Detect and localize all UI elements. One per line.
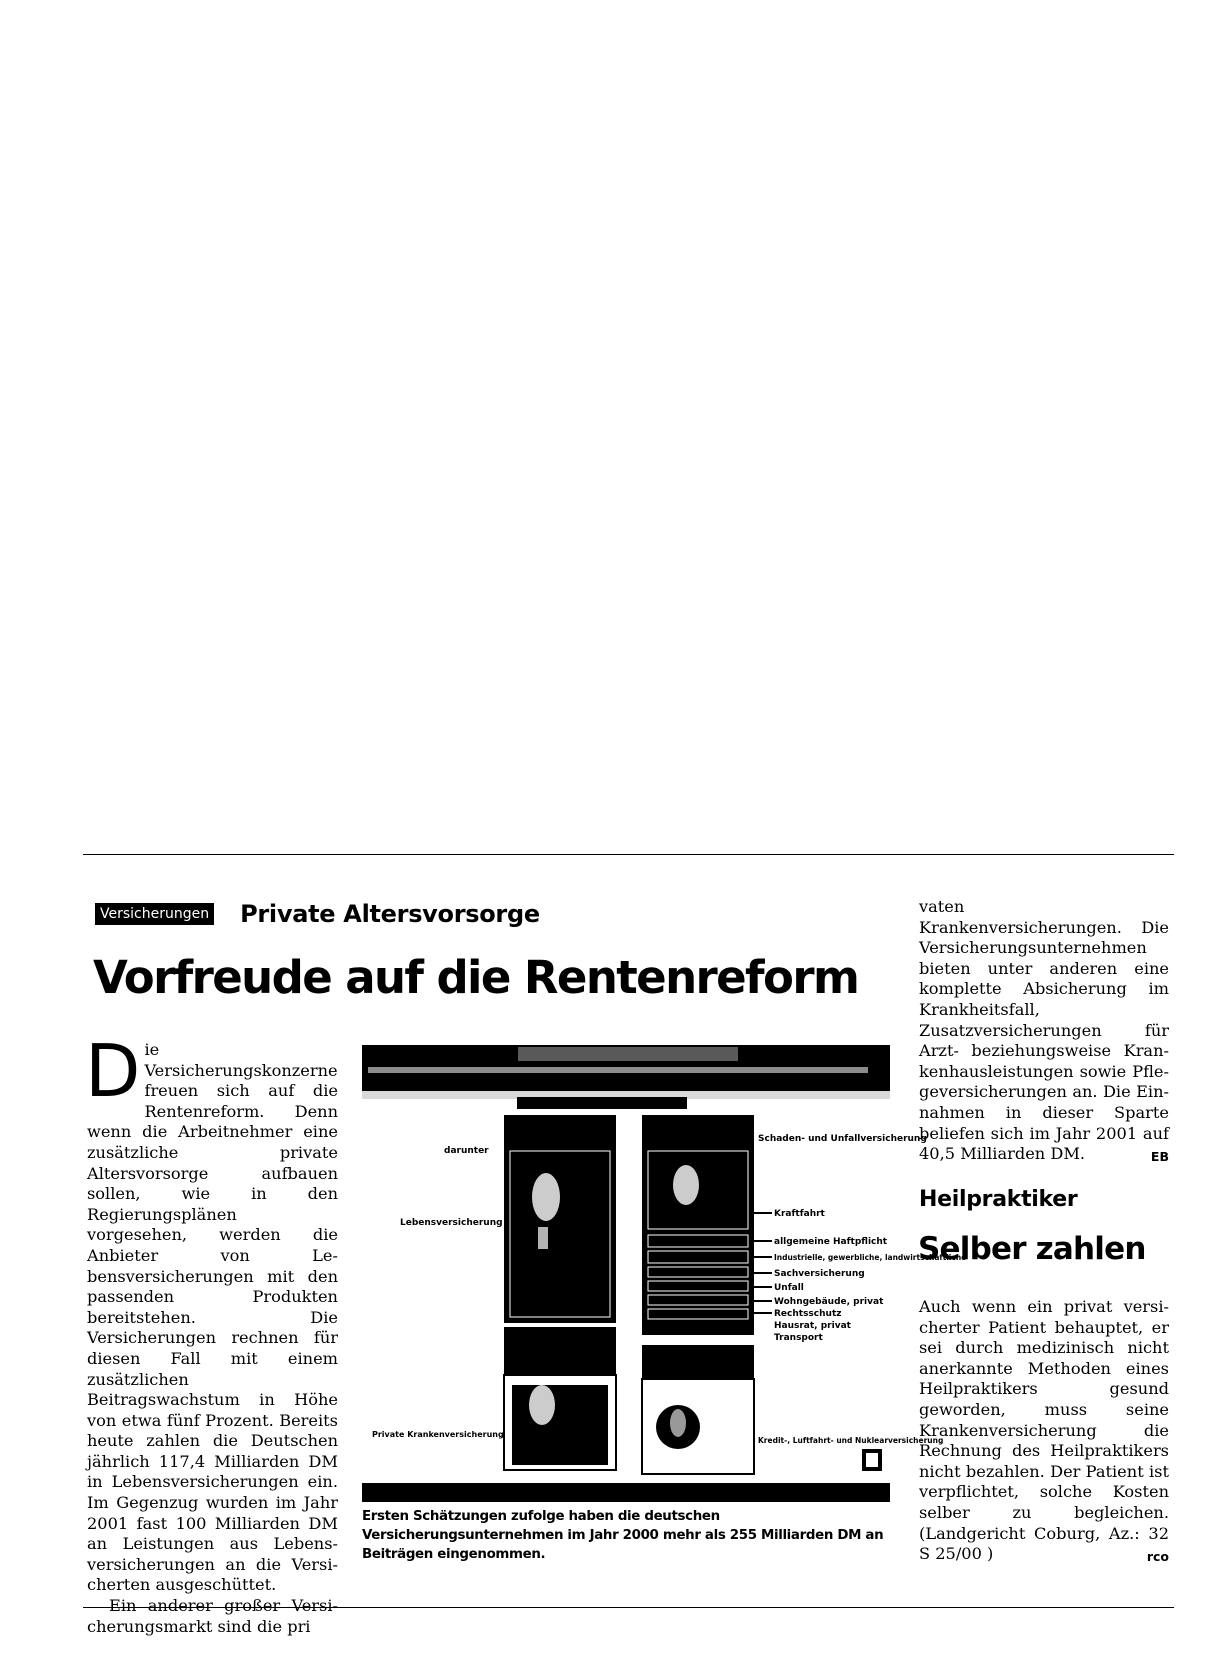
article-headline: Vorfreude auf die Rentenreform [93, 951, 859, 1004]
insurance-infographic [362, 1045, 967, 1502]
article2-body-column [919, 1297, 1169, 1568]
label-sach: Sachversicherung [774, 1269, 865, 1279]
label-recht: Rechtsschutz [774, 1309, 842, 1319]
article-column-right-top [919, 897, 1169, 1168]
kicker-row [95, 900, 540, 928]
paragraph-1 [85, 1029, 338, 1596]
article2-text: Auch wenn ein privat versicherter Patient behauptet, er sei durch medizinisch nicht anerkannte Methoden eines Heilpraktikers gesund geworden, muss seine Krankenversicherung die Rechnung des Heilpraktikers nicht bezahlen. Der Patient ist verpflichtet, solche Kosten selber zu begleichen. (Landgericht Coburg, Az.: 32 S 25/00 ) [919, 1297, 1169, 1564]
article2-headline: Selber zahlen [918, 1231, 1146, 1267]
figure-caption: Ersten Schätzungen zufolge haben die deutschen Versicherungsunternehmen im Jahr 2000 mehr als 255 Milliarden DM an Beiträgen eingenommen. [362, 1509, 884, 1562]
label-transport: Transport [774, 1333, 823, 1343]
label-wohn: Wohngebäude, privat [774, 1297, 884, 1307]
label-darunter: darunter [444, 1146, 489, 1156]
label-schaden: Schaden- und Unfallversicherung [758, 1134, 927, 1144]
label-private-kv: Private Krankenversicherung [372, 1430, 504, 1439]
label-unfall: Unfall [774, 1283, 804, 1293]
article2-paragraph [919, 1297, 1169, 1565]
author-credit-rco: rco [1146, 1549, 1169, 1565]
label-haftpflicht: allgemeine Haftpflicht [774, 1237, 888, 1247]
rubric-badge: Versicherungen [95, 903, 214, 925]
label-kredit: Kredit-, Luftfahrt- und Nuklearversicherung [758, 1436, 944, 1445]
label-hausrat: Hausrat, privat [774, 1321, 851, 1331]
paragraph-3-text: vaten Krankenversicherungen. Die Versicherungsunternehmen bieten unter anderen eine komplette Absicherung im Krankheitsfall, Zusatzversicherungen für Arzt- beziehungsweise Krankenhausleistungen sowie Pflegeversicherungen an. Die Einnahmen in dieser Sparte beliefen sich im Jahr 2001 auf 40,5 Milliarden DM. [919, 897, 1169, 1164]
label-leben: Lebensversicherung [400, 1218, 503, 1228]
label-industrie: Industrielle, gewerbliche, landwirtschaftliche [774, 1253, 967, 1262]
drop-cap: D [85, 1029, 141, 1113]
author-credit-eb: EB [1150, 1149, 1169, 1165]
label-kraftfahrt: Kraftfahrt [774, 1209, 825, 1219]
paragraph-1-text: ie Versicherungskonzerne freuen sich auf die Rentenreform. Denn wenn die Arbeitnehmer eine zusätzliche private Altersvorsorge aufbauen sollen, wie in den Regierungsplänen vorgesehen, werden die Anbieter von Lebensversicherungen mit den passenden Produkten bereitstehen. Die Versicherungen rechnen für diesen Fall mit einem zusätzlichen Beitragswachstum in Höhe von etwa fünf Prozent. Bereits heute zahlen die Deutschen jährlich 117,4 Milliarden DM in Lebensversicherungen ein. Im Gegenzug wurden im Jahr 2001 fast 100 Milliarden DM an Leistungen aus Lebensversicherungen an die Versicherten ausgeschüttet. [87, 1040, 338, 1595]
article-column-left [85, 1029, 338, 1637]
top-rule [83, 854, 1174, 855]
infographic-graphic [362, 1045, 967, 1502]
paragraph-2: Ein anderer großer Versicherungsmarkt sind die pri [87, 1596, 338, 1636]
article2-kicker: Heilpraktiker [919, 1187, 1078, 1212]
paragraph-3 [919, 897, 1169, 1165]
article-kicker: Private Altersvorsorge [240, 900, 540, 928]
bottom-rule [83, 1607, 1174, 1608]
